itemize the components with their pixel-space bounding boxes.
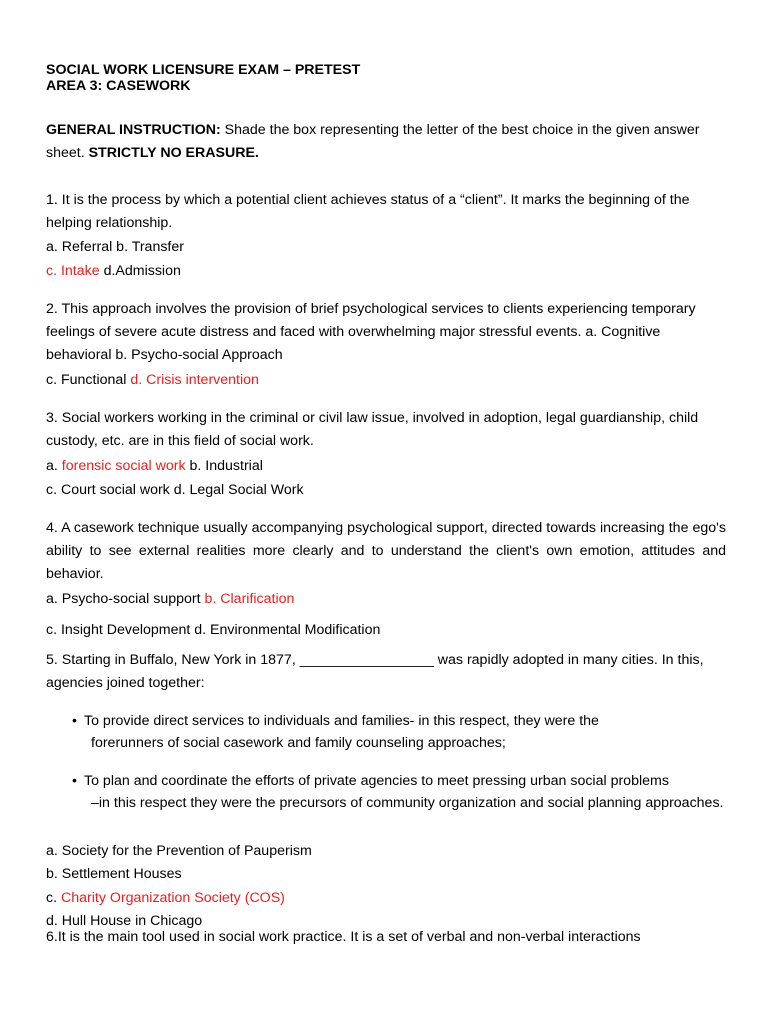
bullet-1-continuation: forerunners of social casework and family counseling approaches; (91, 735, 506, 751)
question-3-answer: forensic social work (61, 458, 186, 474)
question-1-stem: 1. It is the process by which a potential client achieves status of a “client”. It marks the beginning of the helping relationship. (46, 192, 690, 231)
question-5-option-d: d. Hull House in Chicago (46, 913, 203, 929)
question-2-options-cd (46, 369, 726, 392)
question-3-option-b: b. Industrial (185, 458, 263, 474)
question-4-options-cd: c. Insight Development d. Environmental Modification (46, 622, 381, 638)
instruction-text: Shade the box representing the letter of the best choice in the given answer sheet. (46, 122, 700, 161)
instruction-label: GENERAL INSTRUCTION: (46, 122, 221, 138)
question-5-stem: 5. Starting in Buffalo, New York in 1877, _________________ was rapidly adopted in many cities. In this, agencies joined together: (46, 652, 704, 691)
bullet-2-continuation: –in this respect they were the precursors of community organization and social planning approaches. (91, 795, 724, 811)
question-6-stem: 6.It is the main tool used in social work practice. It is a set of verbal and non-verbal interactions (46, 929, 641, 945)
question-3-options-cd: c. Court social work d. Legal Social Work (46, 482, 304, 498)
question-5-answer: Charity Organization Society (COS) (60, 890, 285, 906)
question-5-option-c-letter: c. (46, 890, 61, 906)
general-instruction (46, 119, 726, 165)
question-1-options-ab: a. Referral b. Transfer (46, 239, 184, 255)
question-1-options-cd (46, 260, 726, 283)
question-4-option-a: a. Psycho-social support (46, 591, 205, 607)
bullet-glyph: • (72, 713, 77, 729)
question-2-answer: d. Crisis intervention (130, 372, 259, 388)
question-5-bullet-2 (72, 770, 726, 814)
question-5-option-a: a. Society for the Prevention of Pauperism (46, 843, 312, 859)
bullet-1-first-line: To provide direct services to individuals and families- in this respect, they were the (84, 713, 599, 729)
question-3-options-ab (46, 455, 726, 478)
exam-header (46, 62, 726, 94)
question-4-options-ab (46, 588, 726, 611)
bullet-glyph: • (72, 773, 77, 789)
question-5-bullet-1 (72, 710, 726, 754)
question-4-stem: 4. A casework technique usually accompanying psychological support, directed towards increasing the ego's ability to see external realities more clearly and to understand the client's own emotion, attitudes and behavior. (46, 520, 726, 582)
question-1-option-d: d.Admission (99, 263, 181, 279)
question-1-answer: c. Intake (46, 263, 100, 279)
question-3-stem: 3. Social workers working in the criminal or civil law issue, involved in adoption, legal guardianship, child custody, etc. are in this field of social work. (46, 410, 699, 449)
question-5-option-b: b. Settlement Houses (46, 866, 182, 882)
question-3-option-a-letter: a. (46, 458, 62, 474)
question-4-answer: b. Clarification (204, 591, 295, 607)
question-2-stem: 2. This approach involves the provision of brief psychological services to clients experiencing temporary feelings of severe acute distress and faced with overwhelming major stressful events. a. Cognitive behavioral b. Psycho-social Approach (46, 301, 696, 363)
exam-area: AREA 3: CASEWORK (46, 78, 191, 94)
exam-title: SOCIAL WORK LICENSURE EXAM – PRETEST (46, 62, 361, 78)
question-2-option-c: c. Functional (46, 372, 131, 388)
instruction-emphasis: STRICTLY NO ERASURE. (88, 145, 259, 161)
bullet-2-first-line: To plan and coordinate the efforts of private agencies to meet pressing urban social problems (84, 773, 669, 789)
question-5-option-c (46, 887, 726, 910)
